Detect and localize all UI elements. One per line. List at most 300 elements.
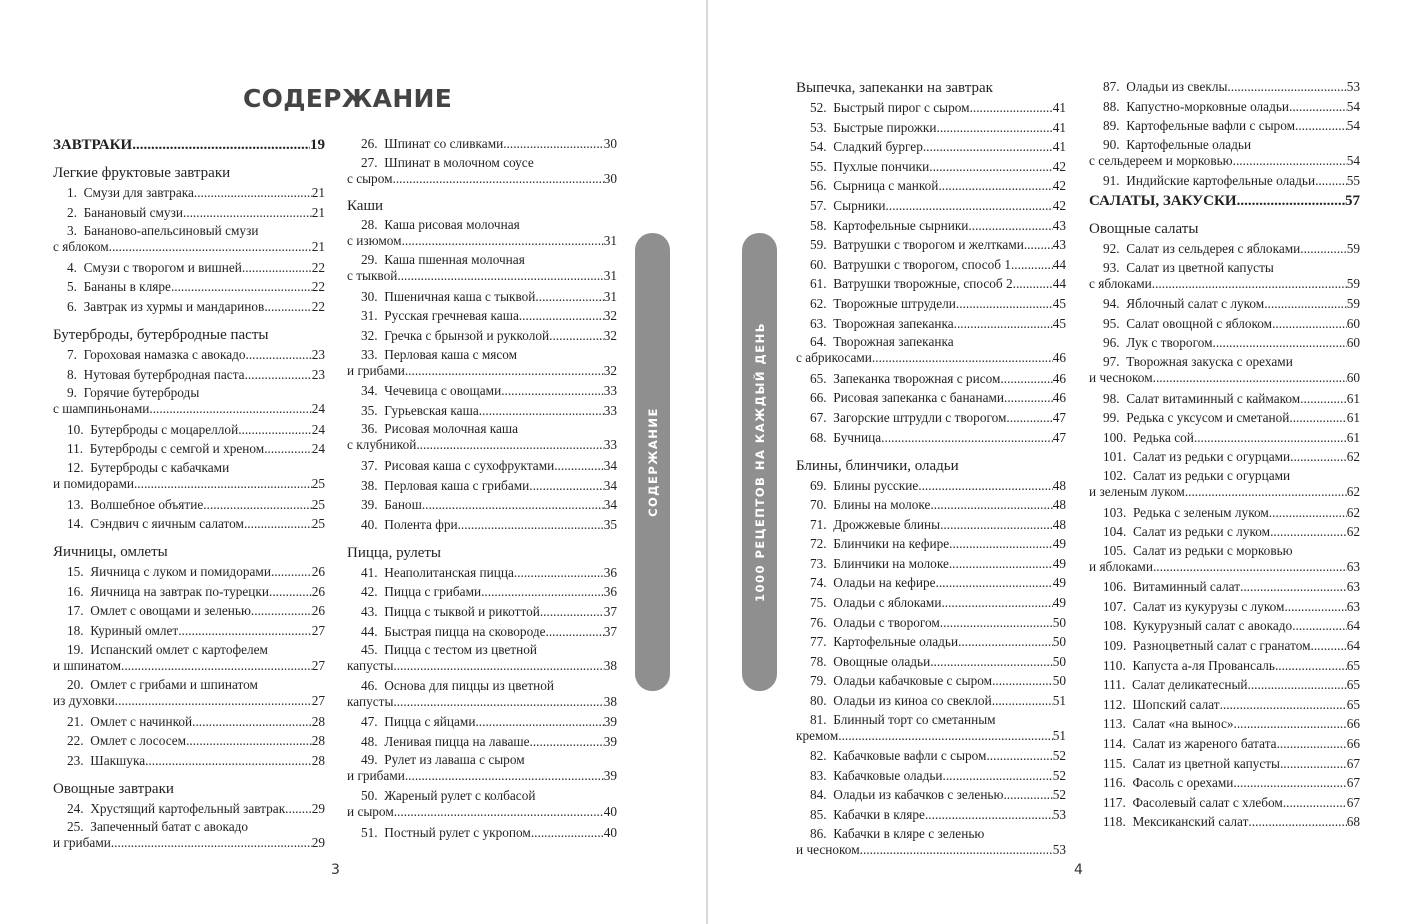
entry-line (810, 477, 1066, 495)
entry-page: 24 (311, 421, 325, 437)
entry-line (810, 236, 1066, 254)
entry-page: 60 (1346, 369, 1360, 385)
entry-line-2 (1089, 559, 1360, 575)
entry-text (67, 366, 245, 384)
entry-title: Неаполитанская пицца (384, 564, 514, 580)
dot-leader (531, 824, 604, 842)
entry-line (810, 429, 1066, 447)
toc-entry (1089, 117, 1360, 135)
entry-number: 91. (1103, 173, 1120, 189)
dot-leader (475, 713, 603, 731)
toc-entry (53, 440, 325, 458)
entry-text (361, 496, 422, 514)
entry-text (810, 389, 1004, 407)
entry-number: 52. (810, 100, 827, 115)
entry-title: Яичница на завтрак по-турецки (90, 583, 269, 599)
entry-line-2 (1089, 153, 1360, 169)
entry-page: 39 (603, 714, 617, 730)
toc-entry (796, 672, 1066, 690)
entry-page: 53 (1346, 79, 1360, 94)
entry-line-2 (1089, 370, 1360, 386)
toc-entry (53, 223, 325, 255)
entry-page: 59 (1346, 296, 1360, 312)
entry-text (1103, 735, 1277, 753)
entry-title-cont: и чесноком (1089, 369, 1153, 385)
entry-line-2 (347, 171, 617, 187)
entry-text (810, 99, 970, 117)
dot-leader (986, 747, 1052, 765)
entry-text (810, 594, 941, 612)
entry-text (1103, 172, 1315, 190)
toc-entry (1089, 578, 1360, 596)
entry-line (361, 457, 617, 475)
entry-number: 66. (810, 390, 827, 406)
entry-line (1103, 657, 1360, 675)
entry-page: 24 (311, 401, 325, 417)
toc-entry (796, 786, 1066, 804)
entry-text (67, 563, 271, 581)
entry-line (67, 184, 325, 202)
entry-number: 19. (67, 641, 84, 657)
entry-title: Омлет с грибами и шпинатом (90, 677, 258, 693)
toc-entry (53, 677, 325, 709)
dot-leader (269, 583, 312, 601)
entry-title: Смузи для завтрака (83, 185, 194, 200)
entry-page: 54 (1346, 118, 1360, 134)
entry-title: Бутерброды с моцареллой (90, 421, 239, 437)
dot-leader (145, 752, 312, 770)
entry-line-2 (347, 804, 617, 820)
dot-leader (186, 732, 312, 750)
toc-entry (1089, 637, 1360, 655)
entry-title: Быстрый пирог с сыром (833, 100, 970, 115)
entry-text (67, 278, 171, 296)
entry-title: Салат из цветной капусты (1126, 259, 1274, 275)
entry-number: 77. (810, 634, 827, 650)
dot-leader (192, 713, 312, 731)
entry-line (361, 564, 617, 582)
entry-number: 102. (1103, 467, 1127, 483)
entry-page: 31 (603, 268, 617, 284)
entry-line (1103, 794, 1360, 812)
toc-entry (796, 197, 1066, 215)
entry-page: 65 (1346, 677, 1360, 693)
toc-entry (1089, 429, 1360, 447)
entry-page: 27 (311, 622, 325, 638)
entry-text (1103, 755, 1280, 773)
dot-leader (530, 733, 604, 751)
entry-line (810, 806, 1066, 824)
toc-entry (347, 623, 617, 641)
entry-number: 106. (1103, 579, 1127, 595)
entry-number: 3. (67, 223, 77, 239)
dot-leader (1006, 409, 1052, 427)
entry-line-1 (361, 155, 617, 171)
entry-title: Бананы в кляре (83, 279, 171, 295)
entry-number: 25. (67, 819, 84, 835)
entry-text (67, 602, 251, 620)
entry-line-1 (361, 252, 617, 268)
entry-page: 26 (311, 564, 325, 580)
toc-entry (53, 800, 325, 818)
entry-line-1 (1103, 260, 1360, 276)
side-tab-section (635, 233, 670, 691)
section-heading: Выпечка, запеканки на завтрак (796, 80, 993, 96)
entry-title: Картофельные оладьи (1126, 136, 1252, 152)
entry-number: 108. (1103, 618, 1127, 634)
dot-leader (1284, 598, 1346, 616)
entry-number: 110. (1103, 657, 1126, 673)
entry-line (1103, 429, 1360, 447)
entry-number: 54. (810, 139, 827, 155)
entry-number: 86. (810, 825, 827, 841)
dot-leader (203, 496, 311, 514)
entry-text (67, 496, 203, 514)
entry-number: 89. (1103, 118, 1120, 134)
dot-leader (481, 583, 604, 601)
toc-entry (796, 295, 1066, 313)
entry-text (67, 732, 186, 750)
entry-line (810, 767, 1066, 785)
dot-leader (1292, 617, 1347, 635)
entry-number: 112. (1103, 696, 1126, 712)
right-page (708, 0, 1419, 924)
entry-line (810, 594, 1066, 612)
entry-page: 21 (311, 204, 325, 220)
dot-leader (940, 516, 1053, 534)
entry-number: 79. (810, 673, 827, 689)
entry-page: 66 (1346, 736, 1360, 752)
entry-page: 68 (1346, 814, 1360, 830)
entry-page: 28 (311, 752, 325, 768)
toc-entry (53, 460, 325, 492)
entry-line (810, 574, 1066, 592)
toc-entry (53, 583, 325, 601)
dot-leader (1234, 715, 1347, 733)
entry-text (361, 135, 503, 153)
entry-title: Шопский салат (1132, 696, 1220, 712)
entry-line (1103, 334, 1360, 352)
entry-text (810, 315, 954, 333)
entry-title: Бучница (833, 429, 882, 445)
entry-text (1103, 813, 1248, 831)
entry-title: Рисовая запеканка с бананами (833, 390, 1005, 406)
entry-line-2 (347, 268, 617, 284)
entry-number: 53. (810, 119, 827, 135)
entry-title: Картофельные сырники (833, 217, 969, 233)
entry-title-cont: капусты (347, 658, 394, 674)
entry-title: Кабачковые оладьи (833, 767, 943, 783)
entry-title: Каша рисовая молочная (384, 216, 520, 232)
entry-page: 49 (1052, 555, 1066, 571)
entry-title: Бананово-апельсиновый смузи (83, 223, 259, 239)
dot-leader (1000, 370, 1052, 388)
entry-number: 13. (67, 496, 84, 512)
entry-text (1103, 715, 1234, 733)
entry-title: Омлет с овощами и зеленью (90, 603, 251, 619)
toc-entry (347, 788, 617, 820)
entry-text (1103, 504, 1269, 522)
entry-title: Жареный рулет с колбасой (384, 788, 536, 804)
dot-leader (936, 574, 1053, 592)
entry-text (810, 574, 936, 592)
toc-entry (1089, 543, 1360, 575)
page-number: 4 (1074, 862, 1083, 878)
entry-number: 22. (67, 733, 84, 749)
toc-entry (1089, 468, 1360, 500)
entry-number: 98. (1103, 390, 1120, 406)
entry-title: Лук с творогом (1126, 335, 1213, 351)
dot-leader (956, 295, 1053, 313)
dot-leader (1240, 578, 1347, 596)
entry-line-1 (361, 678, 617, 694)
entry-text (361, 583, 481, 601)
entry-text (810, 217, 968, 235)
entry-line-1 (810, 826, 1066, 842)
toc-entry (347, 564, 617, 582)
entry-line (67, 421, 325, 439)
entry-title-cont: с тыквой (347, 268, 398, 284)
entry-title-cont: и сыром (347, 804, 394, 820)
dot-leader (1300, 390, 1346, 408)
entry-page: 39 (603, 733, 617, 749)
entry-title: Капустно-морковные оладьи (1126, 98, 1290, 114)
toc-entry (1089, 696, 1360, 714)
entry-page: 67 (1346, 775, 1360, 791)
entry-text (1103, 676, 1248, 694)
entry-page: 31 (603, 232, 617, 248)
entry-line-2 (53, 835, 325, 851)
toc-entry (1089, 735, 1360, 753)
entry-text (810, 555, 949, 573)
entry-title: Оладьи из киноа со свеклой (833, 693, 992, 709)
toc-entry (347, 496, 617, 514)
entry-text (810, 633, 958, 651)
entry-line (361, 603, 617, 621)
entry-page: 50 (1052, 653, 1066, 669)
toc-entry (347, 824, 617, 842)
entry-title: Пшеничная каша с тыквой (384, 288, 536, 304)
entry-page: 65 (1346, 657, 1360, 673)
entry-line (1103, 78, 1360, 96)
entry-title-cont: с абрикосами (796, 350, 872, 366)
entry-page: 29 (311, 800, 325, 816)
dot-leader (1220, 696, 1347, 714)
entry-number: 5. (67, 279, 77, 295)
entry-title: Банош (384, 497, 422, 513)
entry-line (361, 477, 617, 495)
entry-title: Бутерброды с семгой и хреном (89, 441, 265, 457)
entry-number: 37. (361, 457, 378, 473)
entry-line-1 (361, 421, 617, 437)
entry-page: 38 (603, 693, 617, 709)
entry-number: 35. (361, 402, 378, 418)
toc-entry (347, 307, 617, 325)
toc-entry (796, 389, 1066, 407)
chapter-title: САЛАТЫ, ЗАКУСКИ (1089, 192, 1237, 209)
entry-title: Блины на молоке (833, 497, 931, 513)
entry-text (361, 288, 535, 306)
entry-page: 34 (603, 457, 617, 473)
dot-leader (992, 692, 1053, 710)
entry-page: 64 (1346, 638, 1360, 654)
entry-line-1 (67, 385, 325, 401)
toc-title: СОДЕРЖАНИЕ (243, 84, 453, 113)
dot-leader (937, 119, 1053, 137)
dot-leader (1311, 637, 1347, 655)
entry-text (67, 583, 269, 601)
entry-title: Блинчики на молоке (833, 555, 949, 571)
entry-title: Блины русские (833, 477, 919, 493)
entry-text (810, 429, 881, 447)
toc-entry (796, 767, 1066, 785)
entry-number: 64. (810, 334, 827, 350)
entry-number: 45. (361, 642, 378, 658)
entry-page: 61 (1346, 429, 1360, 445)
section-heading: Пицца, рулеты (347, 544, 441, 561)
entry-title-cont: и помидорами (53, 475, 134, 491)
entry-line-1 (67, 460, 325, 476)
dot-leader (929, 158, 1052, 176)
entry-page: 46 (1052, 350, 1066, 366)
entry-page: 62 (1346, 449, 1360, 465)
entry-page: 52 (1052, 748, 1066, 764)
entry-page: 48 (1052, 516, 1066, 532)
entry-text (810, 295, 956, 313)
entry-title-cont: с шампиньонами (53, 401, 150, 417)
toc-entry (1089, 409, 1360, 427)
dot-leader (954, 315, 1053, 333)
entry-page: 44 (1052, 256, 1066, 272)
section-heading: Каши (347, 197, 384, 214)
entry-number: 94. (1103, 296, 1120, 312)
side-tab-label: СОДЕРЖАНИЕ (645, 407, 660, 517)
entry-page: 59 (1346, 240, 1360, 256)
entry-title: Салат витаминный с каймаком (1126, 390, 1301, 406)
dot-leader (1248, 813, 1346, 831)
entry-page: 45 (1052, 295, 1066, 311)
entry-text (1103, 696, 1220, 714)
dot-leader (251, 602, 312, 620)
entry-title: Творожная закуска с орехами (1126, 353, 1293, 369)
entry-line (1103, 715, 1360, 733)
entry-number: 80. (810, 693, 827, 709)
entry-number: 39. (361, 497, 378, 513)
entry-line-1 (361, 788, 617, 804)
entry-line-2 (1089, 484, 1360, 500)
entry-title: Пицца с тестом из цветной (384, 642, 538, 658)
dot-leader (1295, 117, 1347, 135)
entry-line (67, 713, 325, 731)
entry-title: Картофельные вафли с сыром (1126, 118, 1296, 134)
entry-line (810, 516, 1066, 534)
entry-title: Горячие бутерброды (83, 385, 200, 401)
toc-entry (53, 496, 325, 514)
toc-entry (796, 747, 1066, 765)
dot-leader (1004, 389, 1053, 407)
entry-number: 87. (1103, 79, 1120, 94)
entry-number: 111. (1103, 677, 1126, 693)
entry-number: 30. (361, 288, 378, 304)
dot-leader (416, 437, 603, 453)
entry-title: Оладьи из кабачков с зеленью (833, 787, 1004, 803)
entry-line-2 (53, 476, 325, 492)
entry-page: 33 (603, 437, 617, 453)
entry-line (67, 732, 325, 750)
entry-text (361, 477, 529, 495)
entry-number: 83. (810, 767, 827, 783)
entry-title-cont: с изюмом (347, 232, 402, 248)
entry-page: 62 (1346, 504, 1360, 520)
entry-text (1103, 409, 1289, 427)
toc-entry (796, 429, 1066, 447)
entry-line (810, 653, 1066, 671)
toc-entry (53, 204, 325, 222)
entry-line (1103, 390, 1360, 408)
entry-line (67, 800, 325, 818)
entry-line (361, 583, 617, 601)
entry-line (1103, 409, 1360, 427)
entry-title: Шакшука (90, 752, 146, 768)
entry-number: 85. (810, 807, 827, 822)
section-heading: Яичницы, омлеты (53, 544, 168, 561)
entry-line (361, 516, 617, 534)
entry-title: Картофельные оладьи (833, 634, 959, 650)
entry-page: 49 (1052, 595, 1066, 611)
entry-text (810, 747, 986, 765)
toc-entry (53, 602, 325, 620)
entry-text (67, 713, 192, 731)
dot-leader (1233, 774, 1346, 792)
entry-title: Оладьи на кефире (833, 575, 936, 591)
entry-line (810, 496, 1066, 514)
entry-title: Рисовая каша с сухофруктами (384, 457, 555, 473)
entry-text (361, 733, 530, 751)
entry-number: 70. (810, 497, 827, 513)
toc-entry (347, 713, 617, 731)
entry-line (1103, 98, 1360, 116)
dot-leader (930, 653, 1053, 671)
entry-number: 62. (810, 295, 827, 311)
toc-entry (53, 642, 325, 674)
entry-line-2 (796, 728, 1066, 744)
toc-entry (796, 614, 1066, 632)
toc-entry (347, 217, 617, 249)
entry-title-cont: с яблоками (1089, 275, 1152, 291)
entry-page: 42 (1052, 197, 1066, 213)
dot-leader (393, 171, 604, 187)
entry-line (361, 496, 617, 514)
entry-page: 47 (1052, 409, 1066, 425)
entry-text (67, 515, 244, 533)
entry-title: Испанский омлет с картофелем (90, 641, 268, 657)
entry-text (361, 824, 531, 842)
dot-leader (171, 278, 312, 296)
entry-number: 33. (361, 346, 378, 362)
entry-number: 28. (361, 216, 378, 232)
entry-number: 88. (1103, 98, 1120, 114)
entry-line-2 (1089, 276, 1360, 292)
entry-text (810, 516, 940, 534)
entry-title: Кабачковые вафли с сыром (833, 748, 987, 764)
toc-column-1 (53, 136, 325, 855)
dot-leader (992, 672, 1053, 690)
entry-title: Мексиканский салат (1132, 814, 1249, 830)
entry-text (1103, 240, 1300, 258)
toc-entry (53, 366, 325, 384)
side-tab-label: 1000 РЕЦЕПТОВ НА КАЖДЫЙ ДЕНЬ (752, 321, 767, 603)
toc-entry (347, 155, 617, 187)
